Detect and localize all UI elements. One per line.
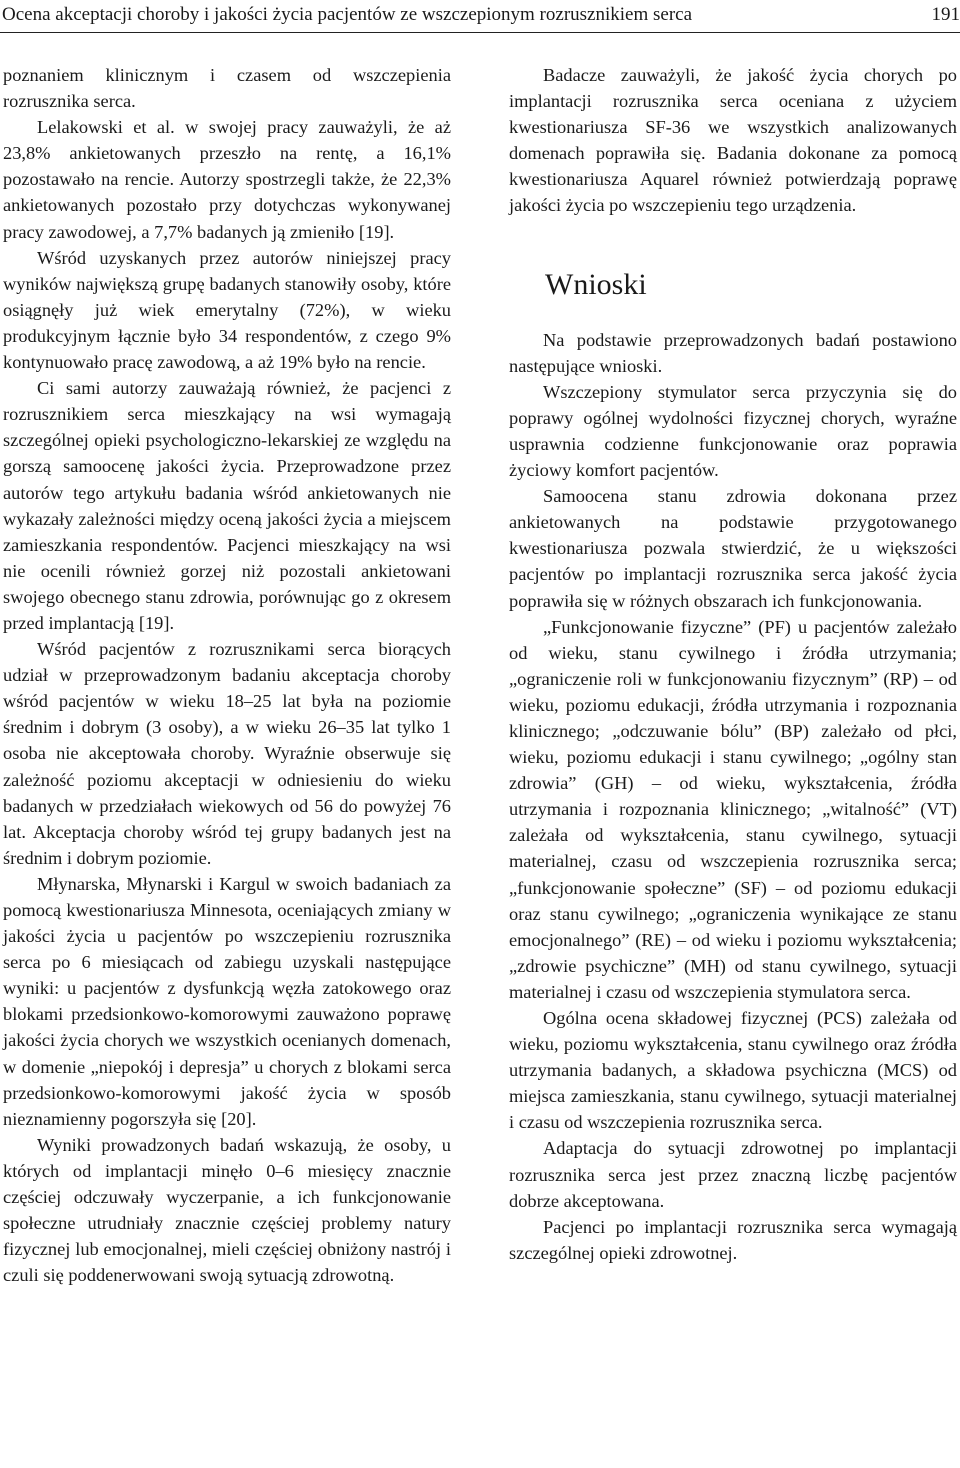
paragraph: Wśród uzyskanych przez autorów niniejszej pracy wyników największą grupę badanych stanowiły osoby, które osiągnęły już wiek emerytalny (72%), w wieku produkcyjnym łącznie było 34 respondentów, z czego 9% kontynuowało pracę zawodową, a aż 19% było na rencie. <box>3 247 451 373</box>
running-title: Ocena akceptacji choroby i jakości życia pacjentów ze wszczepionym rozrusznikiem serca <box>2 4 693 25</box>
left-column <box>3 62 451 1288</box>
page-number: 191 <box>931 4 960 25</box>
paragraph: Ci sami autorzy zauważają również, że pacjenci z rozrusznikiem serca mieszkający na wsi wymagają szczególnej opieki psychologiczno-lekarskiej ze względu na gorszą samoocenę jakości życia. Przeprowadzone przez autorów tego artykułu badania wśród ankietowanych nie wykazały zależności między oceną jakości życia a miejscem zamieszkania respondentów. Pacjenci mieszkający na wsi nie ocenili również gorzej niż pozostali ankietowani swojego obecnego stanu zdrowia, porównując go z okresem przed implantacją [19]. <box>3 378 451 633</box>
paragraph: Na podstawie przeprowadzonych badań postawiono następujące wnioski. <box>509 329 957 376</box>
paragraph: Lelakowski et al. w swojej pracy zauważyli, że aż 23,8% ankietowanych przeszło na rentę, a 16,1% pozostawało na rencie. Autorzy spostrzegli także, że 22,3% ankietowanych pozostało przy dotychczas wykonywanej pracy zawodowej, a 7,7% badanych ją zmieniło [19]. <box>3 117 451 242</box>
paragraph: Samoocena stanu zdrowia dokonana przez ankietowanych na podstawie przygotowanego kwestionariusza pozwala stwierdzić, że u większości pacjentów po implantacji rozrusznika serca jakość życia poprawiła się w różnych obszarach ich funkcjonowania. <box>509 486 957 611</box>
paragraph: Badacze zauważyli, że jakość życia chorych po implantacji rozrusznika serca oceniana z użyciem kwestionariusza SF-36 we wszystkich analizowanych domenach poprawiła się. Badania dokonane za pomocą kwestionariusza Aquarel również potwierdzają poprawę jakości życia po wszczepieniu tego urządzenia. <box>509 65 957 216</box>
paragraph: Adaptacja do sytuacji zdrowotnej po implantacji rozrusznika serca jest przez znaczną liczbę pacjentów dobrze akceptowana. <box>509 1138 957 1211</box>
section-heading: Wnioski <box>545 267 647 301</box>
paragraph: Wśród pacjentów z rozrusznikami serca biorących udział w przeprowadzonym badaniu akceptacja choroby wśród pacjentów w wieku 18–25 lat była na poziomie średnim i dobrym (3 osoby), a w wieku 26–35 lat tylko 1 osoba nie akceptowała choroby. Wyraźnie obserwuje się zależność poziomu akceptacji w odniesieniu do wieku badanych w przedziałach wiekowych od 56 do powyżej 76 lat. Akceptacja choroby wśród tej grupy badanych jest na średnim i dobrym poziomie. <box>3 639 451 868</box>
paragraph: Ogólna ocena składowej fizycznej (PCS) zależała od wieku, poziomu wykształcenia, stanu cywilnego oraz źródła utrzymania badanych, a składowa psychiczna (MCS) od miejsca zamieszkania, stanu cywilnego, sytuacji materialnej i czasu od wszczepienia rozrusznika serca. <box>509 1008 957 1133</box>
paragraph-continuation: poznaniem klinicznym i czasem od wszczepienia rozrusznika serca. <box>3 65 451 112</box>
paragraph: Wszczepiony stymulator serca przyczynia się do poprawy ogólnej wydolności fizycznej chorych, wyraźne usprawnia codzienne funkcjonowanie oraz poprawia życiowy komfort pacjentów. <box>509 381 957 481</box>
right-column <box>509 62 957 1266</box>
paragraph: Wyniki prowadzonych badań wskazują, że osoby, u których od implantacji minęło 0–6 miesięcy znacznie częściej odczuwały wyczerpanie, a ich funkcjonowanie społeczne utrudniały znacznie częściej problemy natury fizycznej lub emocjonalnej, mieli częściej obniżony nastrój i czuli się poddenerwowani swoją sytuacją zdrowotną. <box>3 1134 451 1286</box>
paragraph: „Funkcjonowanie fizyczne” (PF) u pacjentów zależało od wieku, stanu cywilnego i źródła utrzymania; „ograniczenie roli w funkcjonowaniu fizycznym” (RP) – od wieku, poziomu edukacji, źródła utrzymania i rozpoznania klinicznego; „odczuwanie bólu” (BP) zależało od płci, wieku, poziomu edukacji i stanu cywilnego; „ogólny stan zdrowia” (GH) – od wieku, wykształcenia, źródła utrzymania i rozpoznania klinicznego; „witalność” (VT) zależała od wykształcenia, stanu cywilnego, sytuacji materialnej, czasu od wszczepienia rozrusznika serca; „funkcjonowanie społeczne” (SF) – od poziomu edukacji oraz stanu cywilnego; „ograniczenia wynikające ze stanu emocjonalnego” (RE) – od wieku i poziomu wykształcenia; „zdrowie psychiczne” (MH) od stanu cywilnego, sytuacji materialnej i czasu od wszczepienia stymulatora serca. <box>509 616 957 1002</box>
paragraph: Młynarska, Młynarski i Kargul w swoich badaniach za pomocą kwestionariusza Minnesota, oceniających zmiany w jakości życia u pacjentów po wszczepieniu rozrusznika serca po 6 miesiącach od zabiegu uzyskali następujące wyniki: u pacjentów z dysfunkcją węzła zatokowego oraz blokami przedsionkowo-komorowymi zauważono poprawę jakości życia chorych we wszystkich ocenianych domenach, w domenie „niepokój i depresja” u chorych z blokami serca przedsionkowo-komorowymi jakość życia w sposób nieznamienny pogorszyła się [20]. <box>3 873 451 1129</box>
running-header <box>0 0 960 33</box>
paragraph: Pacjenci po implantacji rozrusznika serca wymagają szczególnej opieki zdrowotnej. <box>509 1216 957 1263</box>
